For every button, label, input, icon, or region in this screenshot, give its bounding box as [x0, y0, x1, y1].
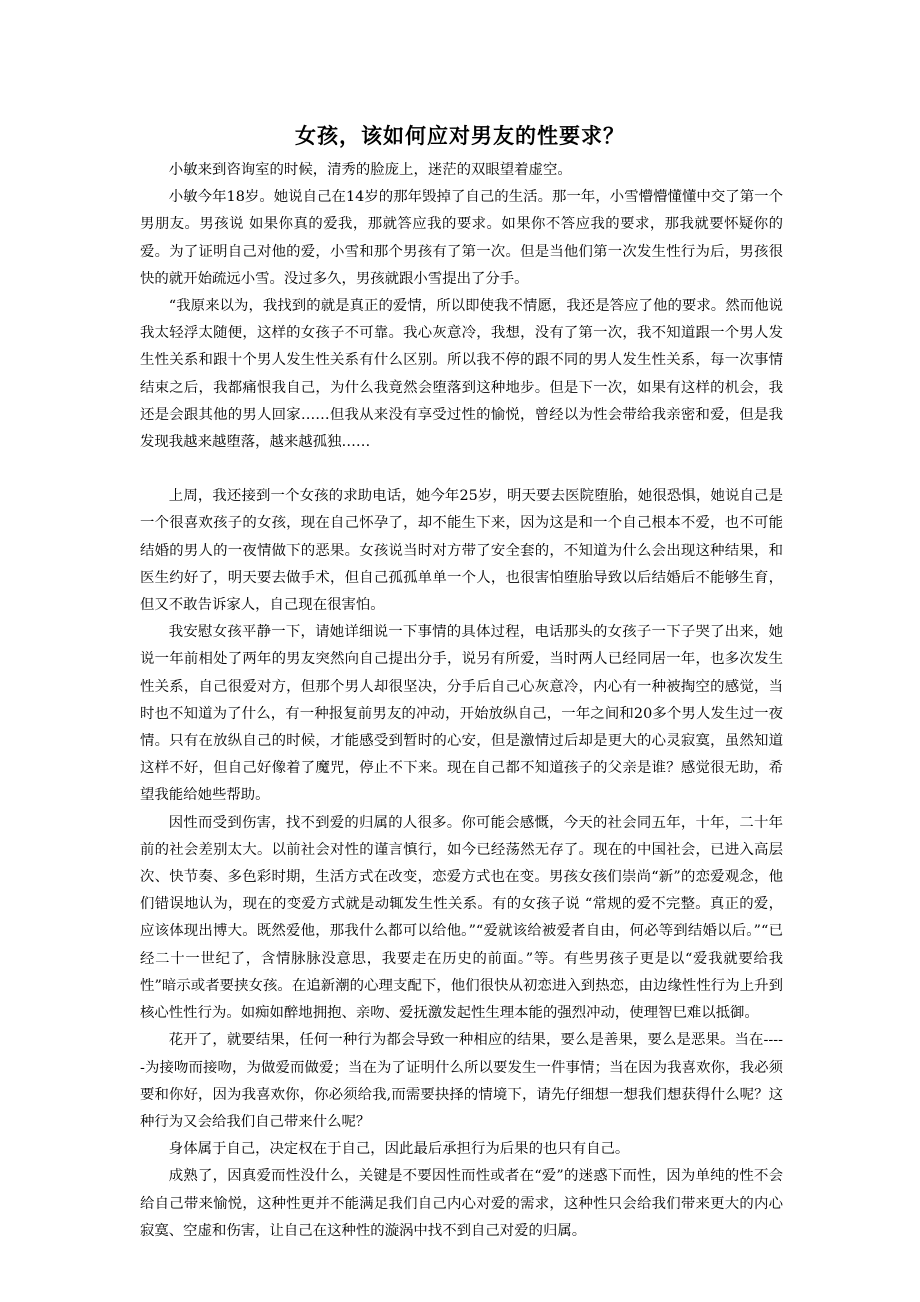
paragraph-intro: 小敏来到咨询室的时候，清秀的脸庞上，迷茫的双眼望着虚空。 [168, 162, 572, 178]
paragraph-body-ownership: 身体属于自己，决定权在于自己，因此最后承担行为后果的也只有自己。 [168, 1141, 630, 1158]
paragraph-conclusion: 成熟了，因真爱而性没什么，关键是不要因性而性或者在“爱”的迷惑下而性，因为单纯的性不会给自己带来愉悦，这种性更并不能满足我们自己内心对爱的需求，这种性只会给我们带来更大的内心寂寞、空虚和伤害，让自己在这种性的漩涡中找不到自己对爱的归属。 [140, 1168, 783, 1239]
paragraph-story-xiaomin: 小敏今年18岁。她说自己在14岁的那年毁掉了自己的生活。那一年，小雪懵懵懂懂中交了第一个男朋友。男孩说 如果你真的爱我，那就答应我的要求。如果你不答应我的要求，那我就要怀疑你的爱。为了证明自己对他的爱，小雪和那个男孩有了第一次。但是当他们第一次发生性行为后，男孩很快的就开始疏远小雪。没过多久，男孩就跟小雪提出了分手。 [140, 189, 783, 287]
page-title: 女孩，该如何应对男友的性要求？ [295, 123, 625, 148]
paragraph-phone-call: 上周，我还接到一个女孩的求助电话，她今年25岁，明天要去医院堕胎，她很恐惧，她说自己是一个很喜欢孩子的女孩，现在自己怀孕了，却不能生下来，因为这是和一个自己根本不爱，也不可能结婚的男人的一夜情做下的恶果。女孩说当时对方带了安全套的，不知道为什么会出现这种结果，和医生约好了，明天要去做手术，但自己孤孤单单一个人，也很害怕堕胎导致以后结婚后不能够生育，但又不敢告诉家人，自己现在很害怕。 [140, 488, 783, 614]
paragraph-quote: “我原来以为，我找到的就是真正的爱情，所以即使我不情愿，我还是答应了他的要求。然而他说我太轻浮太随便，这样的女孩子不可靠。我心灰意冷，我想，没有了第一次，我不知道跟一个男人发生性关系和跟十个男人发生性关系有什么区别。所以我不停的跟不同的男人发生性关系，每一次事情结束之后，我都痛恨我自己，为什么我竟然会堕落到这种地步。但是下一次，如果有这样的机会，我还是会跟其他的男人回家……但我从来没有享受过性的愉悦，曾经以为性会带给我亲密和爱，但是我发现我越来越堕落，越来越孤独…… [140, 298, 783, 451]
paragraph-consequence: 花开了，就要结果，任何一种行为都会导致一种相应的结果，要么是善果，要么是恶果。当在-----为接吻而接吻，为做爱而做爱；当在为了证明什么所以要发生一件事情；当在因为我喜欢你，我必须要和你好，因为我喜欢你，你必须给我,而需要抉择的情境下，请先仔细想一想我们想获得什么呢？这种行为又会给我们自己带来什么呢？ [140, 1032, 783, 1130]
paragraph-comfort: 我安慰女孩平静一下，请她详细说一下事情的具体过程，电话那头的女孩子一下子哭了出来，她说一年前相处了两年的男友突然向自己提出分手，说另有所爱，当时两人已经同居一年，也多次发生性关系，自己很爱对方，但那个男人却很坚决，分手后自己心灰意冷，内心有一种被掏空的感觉，当时也不知道为了什么，有一种报复前男友的冲动，开始放纵自己，一年之间和20多个男人发生过一夜情。只有在放纵自己的时候，才能感受到暂时的心安，但是激情过后却是更大的心灵寂寞，虽然知道这样不好，但自己好像着了魔咒，停止不下来。现在自己都不知道孩子的父亲是谁？感觉很无助，希望我能给她些帮助。 [140, 624, 783, 804]
paragraph-society: 因性而受到伤害，找不到爱的归属的人很多。你可能会感慨，今天的社会同五年，十年，二十年前的社会差别太大。以前社会对性的谨言慎行，如今已经荡然无存了。现在的中国社会，已进入高层次、快节奏、多色彩时期，生活方式在改变，恋爱方式也在变。男孩女孩们崇尚“新”的恋爱观念，他们错误地认为，现在的变爱方式就是动辄发生性关系。有的女孩子说 “常规的爱不完整。真正的爱，应该体现出博大。既然爱他，那我什么都可以给他。”“爱就该给被爱者自由，何必等到结婚以后。”“已经二十一世纪了，含情脉脉没意思，我要走在历史的前面。”等。有些男孩子更是以“爱我就要给我性”暗示或者要挟女孩。在追新潮的心理支配下，他们很快从初恋进入到热恋，由边缘性性行为上升到核心性性行为。如痴如醉地拥抱、亲吻、爱抚激发起性生理本能的强烈冲动，使理智巳难以抵御。 [140, 814, 783, 1022]
article-body [140, 157, 783, 1245]
